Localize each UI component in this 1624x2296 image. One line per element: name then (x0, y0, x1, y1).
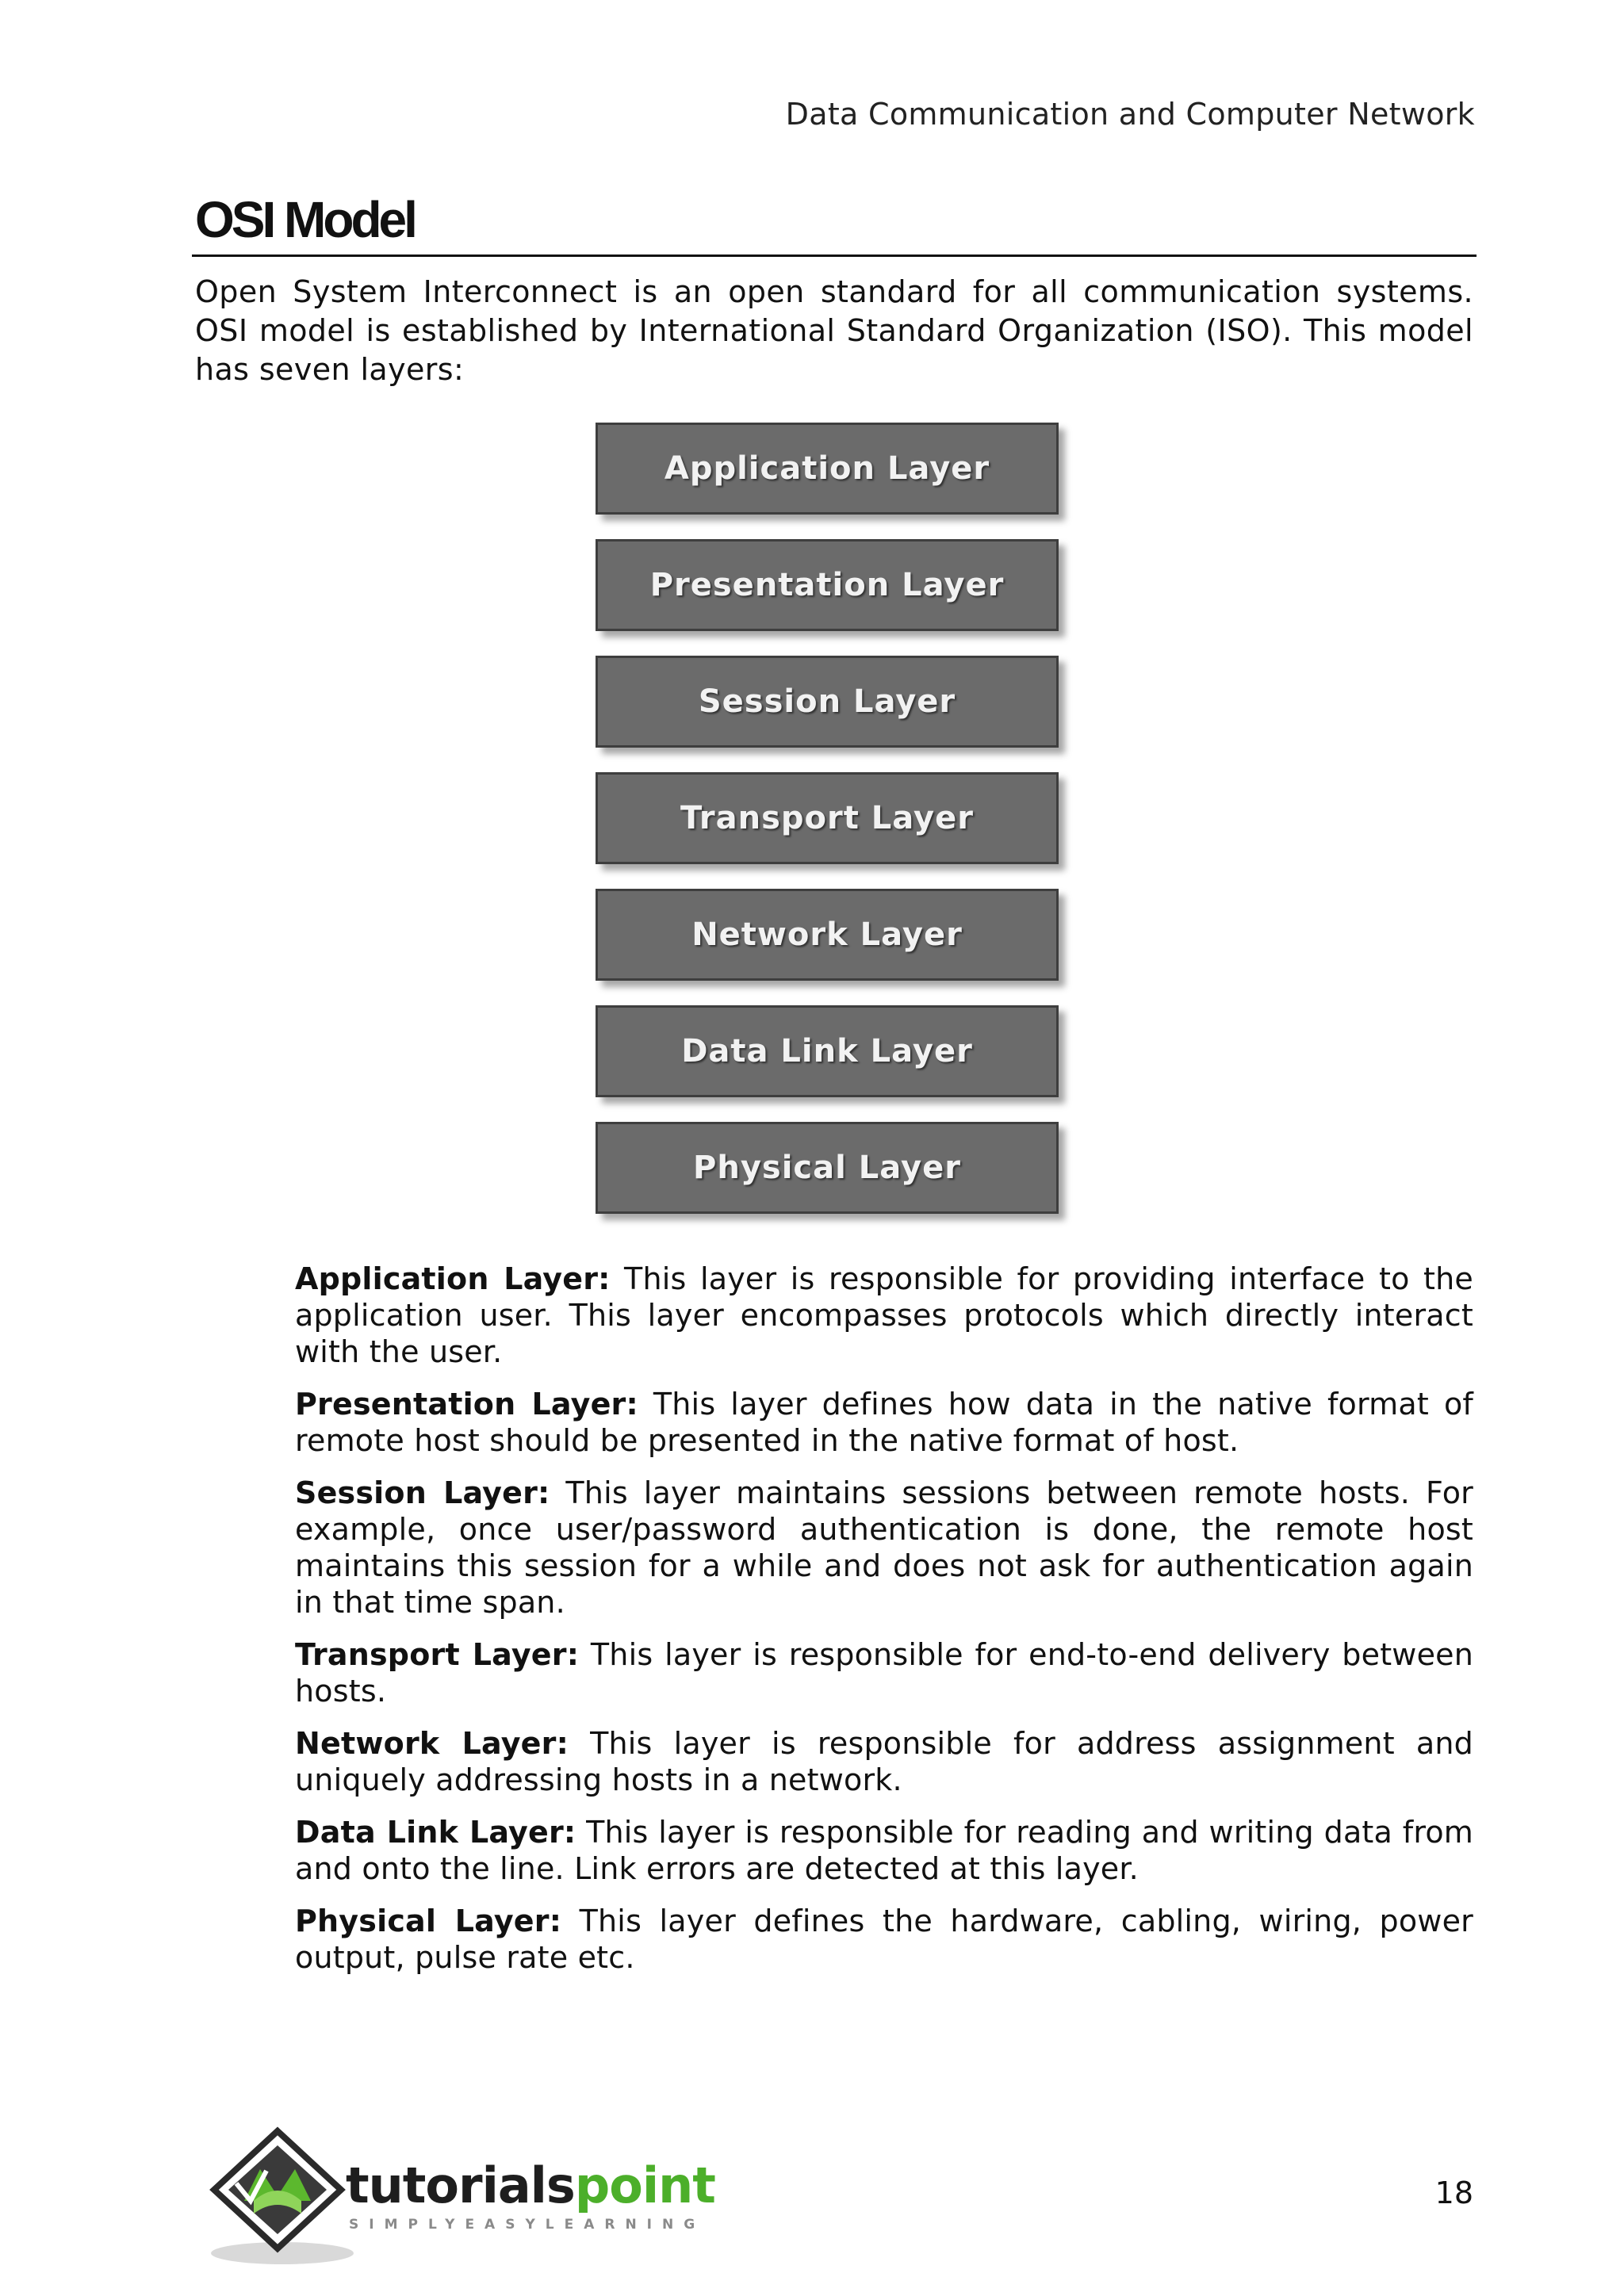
layer-label: Data Link Layer (681, 1033, 973, 1070)
layer-box-data-link (596, 1005, 1059, 1097)
layer-descriptions (295, 1261, 1473, 1992)
layer-box-session (596, 656, 1059, 748)
description-data-link (295, 1814, 1473, 1887)
tutorialspoint-diamond-logo-icon (205, 2125, 355, 2267)
description-term: Network Layer: (295, 1726, 569, 1761)
description-term: Transport Layer: (295, 1637, 580, 1672)
description-text: This layer maintains sessions between remote hosts. For example, once user/password authentication is done, the remote host maintains this session for a while and does not ask for authentication again in that time span. (295, 1475, 1473, 1620)
layer-label: Application Layer (664, 450, 990, 487)
description-text: This layer defines the hardware, cabling, wiring, power output, pulse rate etc. (295, 1904, 1473, 1975)
description-text: This layer is responsible for end-to-end delivery between hosts. (295, 1637, 1474, 1709)
layer-label: Session Layer (698, 683, 956, 720)
title-underline-divider (192, 254, 1477, 257)
tutorialspoint-logo (205, 2125, 715, 2267)
description-presentation (295, 1386, 1473, 1459)
description-text: This layer is responsible for address assignment and uniquely addressing hosts in a network. (295, 1726, 1473, 1797)
layer-label: Presentation Layer (649, 567, 1005, 603)
layer-label: Transport Layer (680, 800, 974, 836)
layer-label: Network Layer (691, 916, 963, 953)
description-term: Data Link Layer: (295, 1815, 576, 1850)
description-term: Session Layer: (295, 1475, 550, 1510)
logo-tagline: SIMPLYEASYLEARNING (349, 2217, 706, 2233)
intro-paragraph: Open System Interconnect is an open standard for all communication systems. OSI model is established by International Standard Organization (ISO). This model has seven layers: (195, 274, 1473, 387)
description-term: Physical Layer: (295, 1904, 562, 1938)
description-text: This layer is responsible for reading and writing data from and onto the line. Link errors are detected at this layer. (295, 1815, 1473, 1886)
description-network (295, 1725, 1473, 1798)
description-session (295, 1475, 1473, 1621)
running-header: Data Communication and Computer Network (785, 97, 1475, 132)
layer-box-physical (596, 1122, 1059, 1214)
layer-box-network (596, 889, 1059, 981)
description-term: Presentation Layer: (295, 1387, 638, 1422)
description-transport (295, 1636, 1473, 1709)
description-term: Application Layer: (295, 1261, 611, 1296)
description-text: This layer defines how data in the native format of remote host should be presented in the native format of host. (295, 1387, 1473, 1458)
layer-box-transport (596, 772, 1059, 864)
description-physical (295, 1903, 1473, 1976)
layer-box-application (596, 423, 1059, 515)
layer-label: Physical Layer (693, 1150, 961, 1186)
logo-wordmark: tutorialspoint (346, 2156, 715, 2214)
page-title: OSI Model (195, 191, 415, 248)
layer-box-presentation (596, 539, 1059, 631)
description-application (295, 1261, 1473, 1370)
page-number: 18 (1434, 2175, 1473, 2210)
description-text: This layer is responsible for providing interface to the application user. This layer encompasses protocols which directly interact with the user. (295, 1261, 1473, 1369)
osi-layers-diagram (596, 423, 1071, 1238)
